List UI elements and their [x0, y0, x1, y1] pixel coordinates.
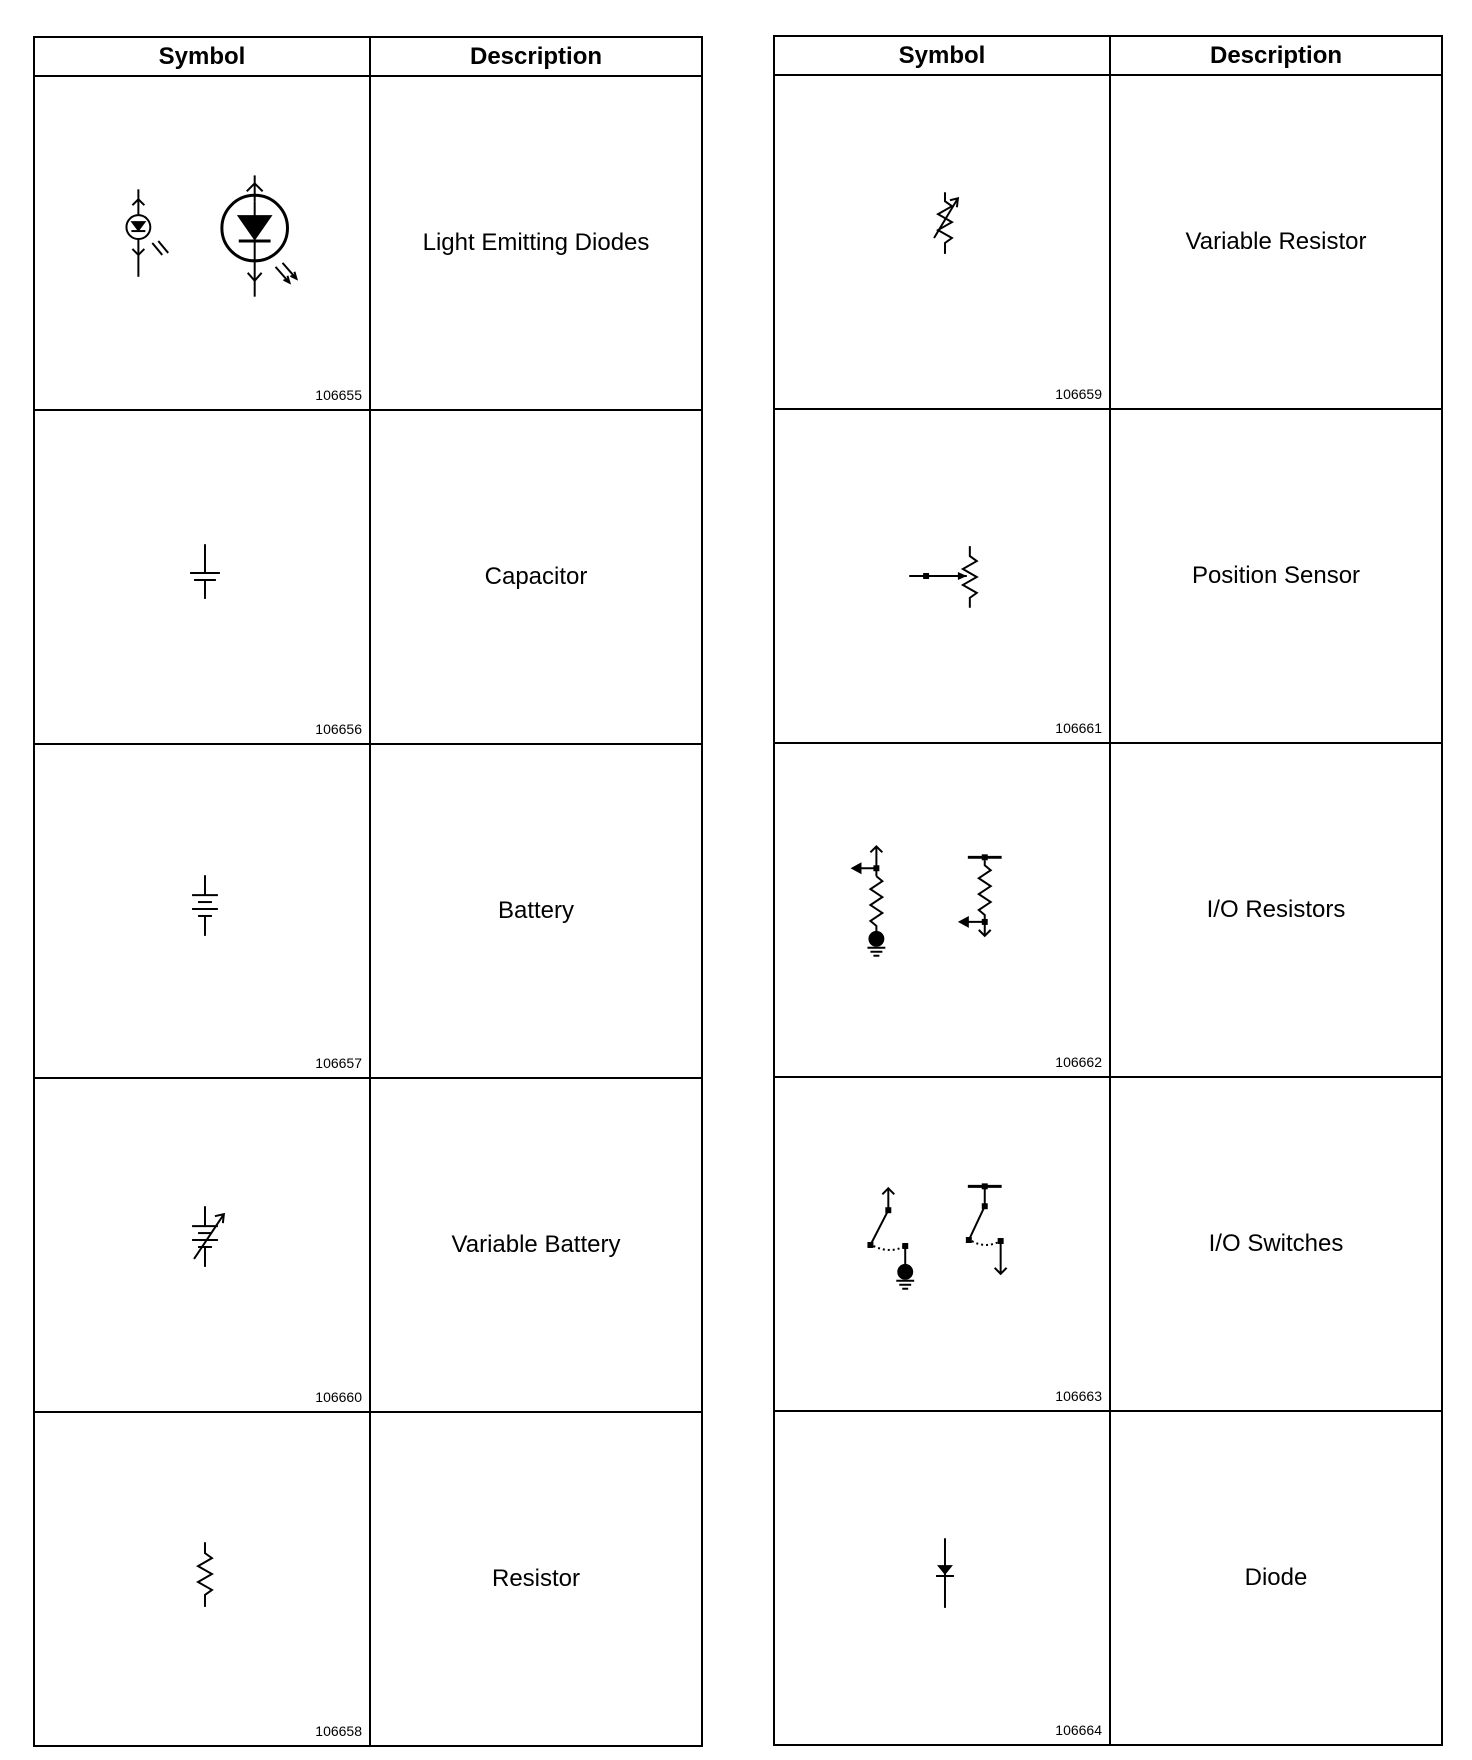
position-sensor-icon: [775, 410, 1109, 742]
symbol-cell: [34, 410, 370, 744]
table-row: [34, 410, 702, 744]
description-cell: Resistor: [370, 1412, 702, 1746]
symbol-cell: [34, 1412, 370, 1746]
table-row: [774, 409, 1442, 743]
table-row: [34, 1078, 702, 1412]
figure-id: 106663: [1055, 1388, 1102, 1404]
symbol-cell: [34, 76, 370, 410]
symbol-cell: [34, 1078, 370, 1412]
symbol-cell: [774, 75, 1110, 409]
table-row: [774, 1411, 1442, 1745]
figure-id: 106656: [315, 721, 362, 737]
battery-icon: [35, 745, 369, 1077]
table-row: [774, 1077, 1442, 1411]
figure-id: 106664: [1055, 1722, 1102, 1738]
description-cell: Battery: [370, 744, 702, 1078]
symbol-cell: [774, 1077, 1110, 1411]
symbol-cell: [774, 743, 1110, 1077]
symbol-cell: [774, 1411, 1110, 1745]
figure-id: 106655: [315, 387, 362, 403]
description-cell: I/O Switches: [1110, 1077, 1442, 1411]
description-cell: I/O Resistors: [1110, 743, 1442, 1077]
description-column-header: Description: [370, 37, 702, 76]
table-header-row: [34, 37, 702, 76]
symbol-column-header: Symbol: [34, 37, 370, 76]
description-column-header: Description: [1110, 36, 1442, 75]
io-resistors-icon: [775, 744, 1109, 1076]
io-switches-icon: [775, 1078, 1109, 1410]
capacitor-icon: [35, 411, 369, 743]
table-header-row: [774, 36, 1442, 75]
figure-id: 106657: [315, 1055, 362, 1071]
variable-resistor-icon: [775, 76, 1109, 408]
figure-id: 106661: [1055, 720, 1102, 736]
description-cell: Capacitor: [370, 410, 702, 744]
description-cell: Variable Battery: [370, 1078, 702, 1412]
description-cell: Light Emitting Diodes: [370, 76, 702, 410]
figure-id: 106658: [315, 1723, 362, 1739]
description-cell: Position Sensor: [1110, 409, 1442, 743]
table-row: [34, 744, 702, 1078]
symbol-cell: [774, 409, 1110, 743]
table-row: [774, 743, 1442, 1077]
symbol-table-left: [33, 36, 703, 1747]
resistor-icon: [35, 1413, 369, 1745]
symbol-cell: [34, 744, 370, 1078]
symbol-table-right: [773, 35, 1443, 1746]
figure-id: 106660: [315, 1389, 362, 1405]
description-cell: Variable Resistor: [1110, 75, 1442, 409]
symbol-column-header: Symbol: [774, 36, 1110, 75]
light-emitting-diodes-icon: [35, 77, 369, 409]
table-row: [34, 1412, 702, 1746]
table-row: [34, 76, 702, 410]
description-cell: Diode: [1110, 1411, 1442, 1745]
figure-id: 106662: [1055, 1054, 1102, 1070]
variable-battery-icon: [35, 1079, 369, 1411]
table-row: [774, 75, 1442, 409]
diode-icon: [775, 1412, 1109, 1744]
figure-id: 106659: [1055, 386, 1102, 402]
